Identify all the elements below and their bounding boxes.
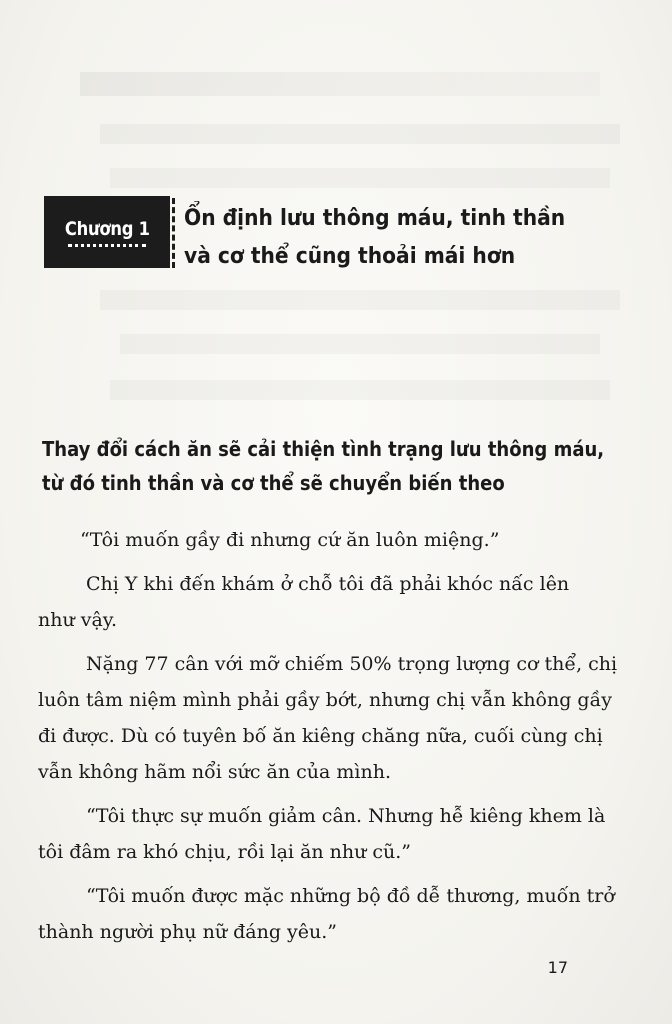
chapter-title-line: và cơ thể cũng thoải mái hơn [184, 244, 516, 269]
paragraph [38, 646, 618, 790]
section-heading-line: từ đó tinh thần và cơ thể sẽ chuyển biến theo [42, 471, 505, 495]
bleed-through-texture [110, 168, 610, 188]
paragraph-line: luôn tâm niệm mình phải gầy bớt, nhưng chị vẫn không gầy [38, 689, 612, 711]
paragraph-line: “Tôi muốn được mặc những bộ đồ dễ thương, muốn trở [86, 885, 615, 907]
bleed-through-texture [100, 124, 620, 144]
section-heading [42, 432, 605, 500]
bleed-through-texture [100, 290, 620, 310]
page-number: 17 [547, 958, 568, 977]
paragraph-line: thành người phụ nữ đáng yêu.” [38, 921, 337, 943]
paragraph-line: Chị Y khi đến khám ở chỗ tôi đã phải khóc nấc lên [86, 573, 570, 595]
bleed-through-texture [80, 72, 600, 96]
chapter-dots-divider [68, 244, 146, 247]
body-text [38, 522, 618, 958]
paragraph [38, 878, 615, 950]
paragraph-line: tôi đâm ra khó chịu, rồi lại ăn như cũ.” [38, 841, 412, 863]
chapter-title-line: Ổn định lưu thông máu, tinh thần [184, 206, 566, 231]
chapter-title [184, 200, 589, 276]
paragraph [38, 798, 606, 870]
paragraph-line: Nặng 77 cân với mỡ chiếm 50% trọng lượng cơ thể, chị [86, 653, 618, 675]
paragraph-line: vẫn không hãm nổi sức ăn của mình. [38, 761, 392, 783]
chapter-divider-bar [172, 198, 175, 268]
paragraph-line: “Tôi thực sự muốn giảm cân. Nhưng hễ kiêng khem là [86, 805, 606, 827]
paragraph-line: “Tôi muốn gầy đi nhưng cứ ăn luôn miệng.” [80, 529, 500, 551]
paragraph [80, 522, 606, 558]
section-heading-line: Thay đổi cách ăn sẽ cải thiện tình trạng lưu thông máu, [42, 437, 605, 461]
paragraph-line: đi được. Dù có tuyên bố ăn kiêng chăng nữa, cuối cùng chị [38, 725, 603, 747]
paragraph-line: như vậy. [38, 609, 118, 631]
paragraph [38, 566, 606, 638]
bleed-through-texture [110, 380, 610, 400]
chapter-label: Chương 1 [64, 217, 150, 240]
chapter-label-box [44, 196, 170, 268]
bleed-through-texture [120, 334, 600, 354]
